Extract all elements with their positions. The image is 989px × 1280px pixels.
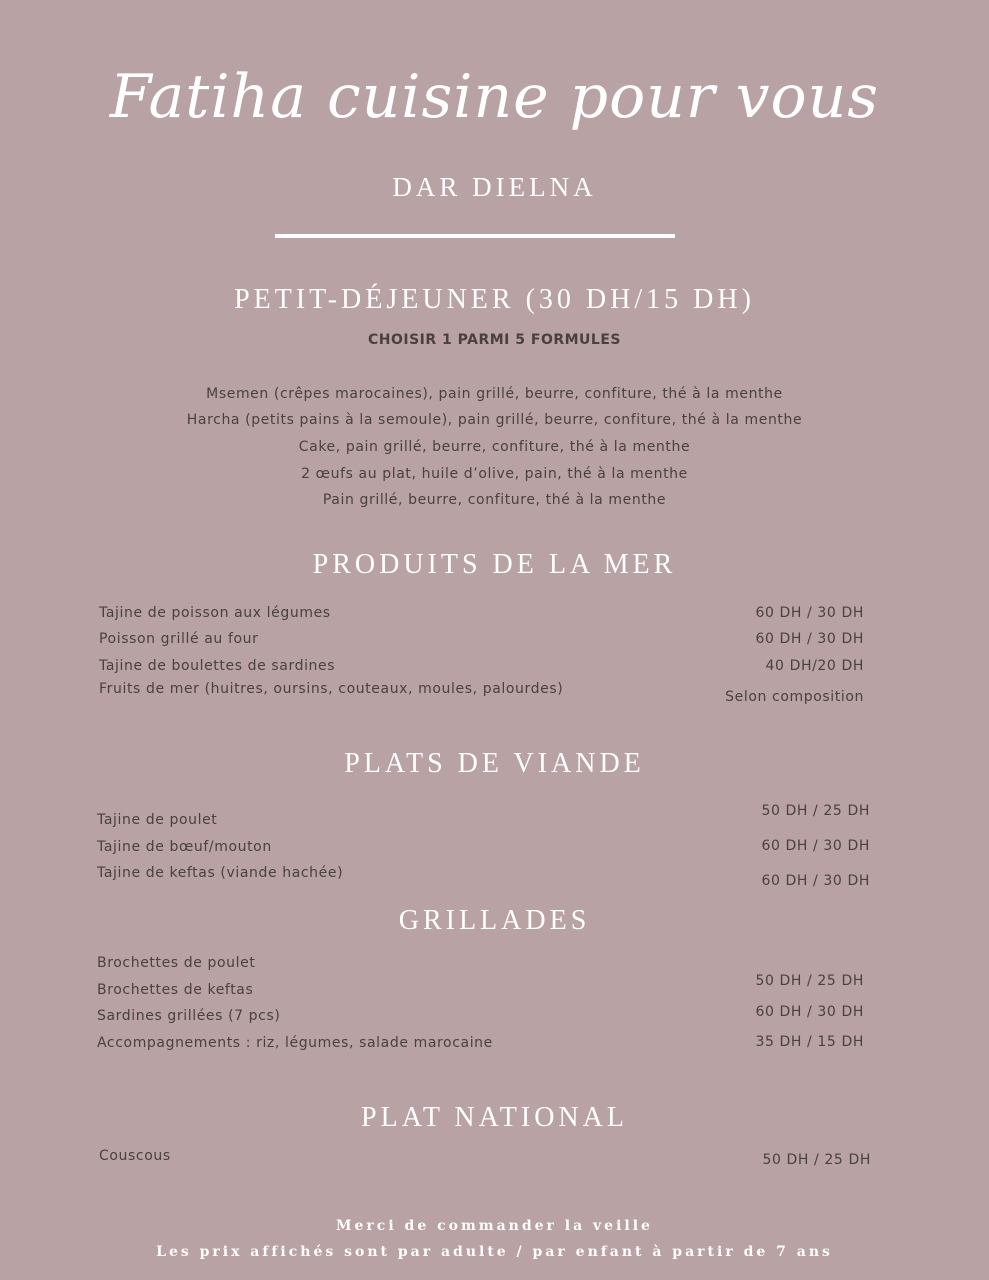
grill-item-price: 35 DH / 15 DH [755, 1034, 864, 1050]
footer-price-note: Les prix affichés sont par adulte / par enfant à partir de 7 ans [156, 1244, 833, 1260]
grill-item-price: 50 DH / 25 DH [755, 973, 864, 989]
seafood-item-price: 60 DH / 30 DH [755, 631, 864, 647]
seafood-item-name: Poisson grillé au four [99, 631, 259, 647]
grill-item-name: Brochettes de poulet [97, 955, 256, 971]
seafood-item-name: Tajine de boulettes de sardines [99, 658, 336, 674]
footer-order-note: Merci de commander la veille [336, 1218, 653, 1234]
seafood-item-name: Tajine de poisson aux légumes [99, 605, 331, 621]
section-title-grill: GRILLADES [398, 905, 591, 936]
restaurant-title: Fatiha cuisine pour vous [109, 62, 880, 132]
grill-item-name: Accompagnements : riz, légumes, salade marocaine [97, 1035, 493, 1051]
section-title-national: PLAT NATIONAL [361, 1102, 628, 1133]
grill-item-name: Sardines grillées (7 pcs) [97, 1008, 281, 1024]
meat-item-price: 50 DH / 25 DH [761, 803, 870, 819]
meat-item-name: Tajine de keftas (viande hachée) [97, 865, 344, 881]
breakfast-item: Msemen (crêpes marocaines), pain grillé, beurre, confiture, thé à la menthe [206, 386, 783, 402]
breakfast-item: 2 œufs au plat, huile d’olive, pain, thé à la menthe [301, 466, 688, 482]
section-title-breakfast: PETIT-DÉJEUNER (30 DH/15 DH) [234, 284, 755, 315]
grill-item-name: Brochettes de keftas [97, 982, 254, 998]
meat-item-name: Tajine de bœuf/mouton [97, 839, 272, 855]
breakfast-note: CHOISIR 1 PARMI 5 FORMULES [368, 332, 621, 348]
breakfast-item: Cake, pain grillé, beurre, confiture, thé à la menthe [298, 439, 691, 455]
seafood-item-name: Fruits de mer (huitres, oursins, couteaux, moules, palourdes) [99, 681, 564, 697]
section-title-seafood: PRODUITS DE LA MER [312, 549, 677, 580]
national-item-name: Couscous [99, 1148, 171, 1164]
restaurant-subtitle: DAR DIELNA [392, 172, 597, 202]
header-divider [275, 234, 675, 238]
grill-item-price: 60 DH / 30 DH [755, 1004, 864, 1020]
seafood-item-price: Selon composition [725, 689, 864, 705]
breakfast-item: Harcha (petits pains à la semoule), pain grillé, beurre, confiture, thé à la menthe [186, 412, 803, 428]
seafood-item-price: 60 DH / 30 DH [755, 605, 864, 621]
national-item-price: 50 DH / 25 DH [762, 1152, 871, 1168]
meat-item-name: Tajine de poulet [97, 812, 218, 828]
meat-item-price: 60 DH / 30 DH [761, 838, 870, 854]
section-title-meat: PLATS DE VIANDE [344, 748, 645, 779]
breakfast-item: Pain grillé, beurre, confiture, thé à la menthe [322, 492, 667, 508]
meat-item-price: 60 DH / 30 DH [761, 873, 870, 889]
seafood-item-price: 40 DH/20 DH [765, 658, 864, 674]
